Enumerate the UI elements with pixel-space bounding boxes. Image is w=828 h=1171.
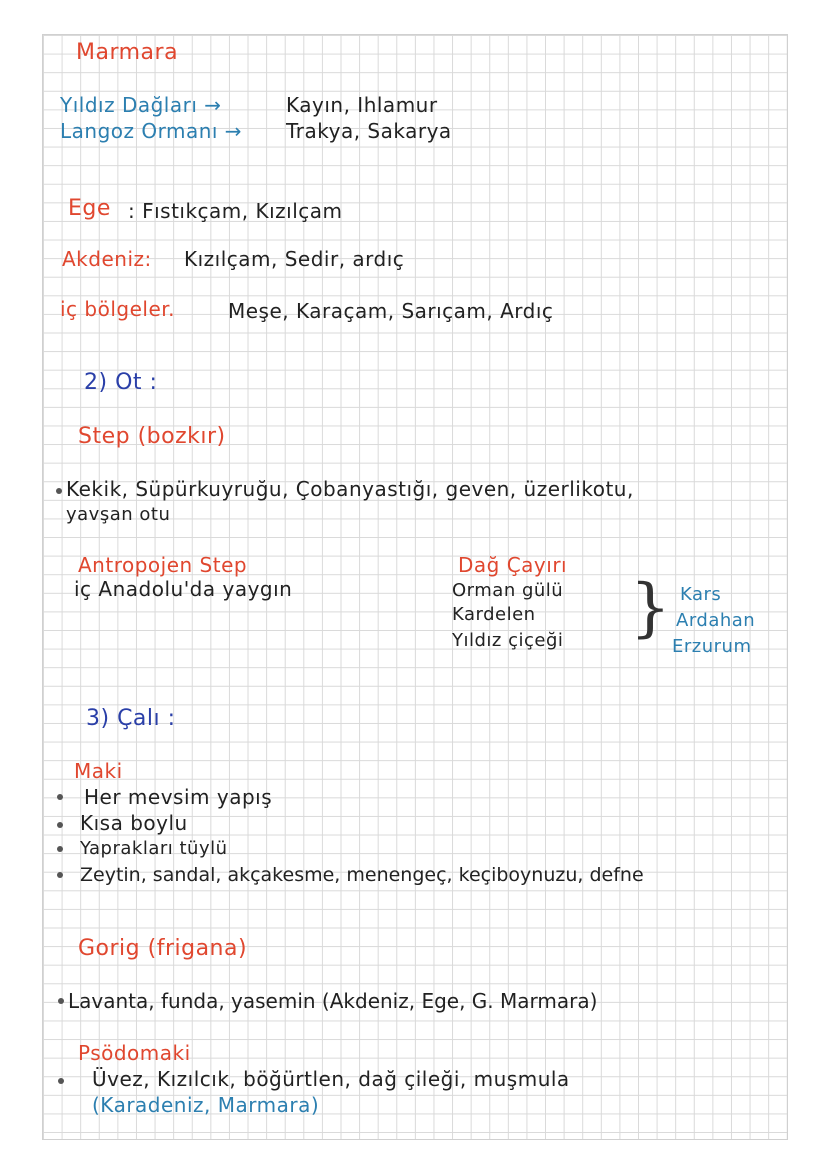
bullet-icon	[57, 794, 63, 800]
maki-item: Kısa boylu	[80, 811, 188, 835]
dag-place: Erzurum	[672, 636, 752, 657]
step-list-line2: yavşan otu	[66, 504, 171, 525]
ic-bolgeler-text: Meşe, Karaçam, Sarıçam, Ardıç	[228, 299, 554, 323]
bullet-icon	[57, 846, 63, 852]
maki-item: Yaprakları tüylü	[80, 838, 228, 859]
langoz-ormani-label: Langoz Ormanı →	[60, 119, 243, 143]
dag-item: Kardelen	[452, 604, 536, 625]
marmara-heading: Marmara	[76, 40, 179, 65]
garig-heading: Gorig (frigana)	[78, 936, 248, 961]
maki-item: Her mevsim yapış	[84, 785, 273, 809]
ot-heading: 2) Ot :	[84, 370, 158, 395]
brace-icon: }	[630, 571, 671, 645]
maki-item: Zeytin, sandal, akçakesme, menengeç, keçiboynuzu, defne	[80, 864, 644, 886]
dag-cayiri-heading: Dağ Çayırı	[458, 553, 568, 577]
step-heading: Step (bozkır)	[78, 424, 226, 449]
dag-item: Orman gülü	[452, 580, 564, 601]
step-list-line1: Kekik, Süpürkuyruğu, Çobanyastığı, geven, üzerlikotu,	[66, 477, 634, 501]
bullet-icon	[58, 998, 64, 1004]
antropojen-heading: Antropojen Step	[78, 553, 248, 577]
maki-heading: Maki	[74, 759, 123, 783]
yildiz-daglari-label: Yıldız Dağları →	[60, 93, 222, 117]
yildiz-daglari-text: Kayın, Ihlamur	[286, 93, 438, 117]
dag-item: Yıldız çiçeği	[452, 630, 564, 651]
bullet-icon	[58, 1078, 64, 1084]
psodomaki-heading: Psödomaki	[78, 1041, 191, 1065]
cali-heading: 3) Çalı :	[86, 706, 176, 731]
akdeniz-text: Kızılçam, Sedir, ardıç	[184, 247, 405, 271]
ege-text: : Fıstıkçam, Kızılçam	[128, 199, 343, 223]
akdeniz-label: Akdeniz:	[62, 247, 152, 271]
ege-label: Ege	[68, 196, 111, 221]
garig-text: Lavanta, funda, yasemin (Akdeniz, Ege, G. Marmara)	[68, 989, 598, 1013]
antropojen-text: iç Anadolu'da yaygın	[74, 577, 293, 601]
bullet-icon	[57, 822, 63, 828]
ic-bolgeler-label: iç bölgeler.	[60, 297, 176, 321]
langoz-ormani-text: Trakya, Sakarya	[286, 119, 452, 143]
bullet-icon	[56, 488, 62, 494]
dag-place: Kars	[680, 584, 722, 605]
dag-place: Ardahan	[676, 610, 756, 631]
bullet-icon	[57, 872, 63, 878]
psodomaki-regions: (Karadeniz, Marmara)	[92, 1093, 320, 1117]
psodomaki-text: Üvez, Kızılcık, böğürtlen, dağ çileği, muşmula	[92, 1067, 570, 1091]
